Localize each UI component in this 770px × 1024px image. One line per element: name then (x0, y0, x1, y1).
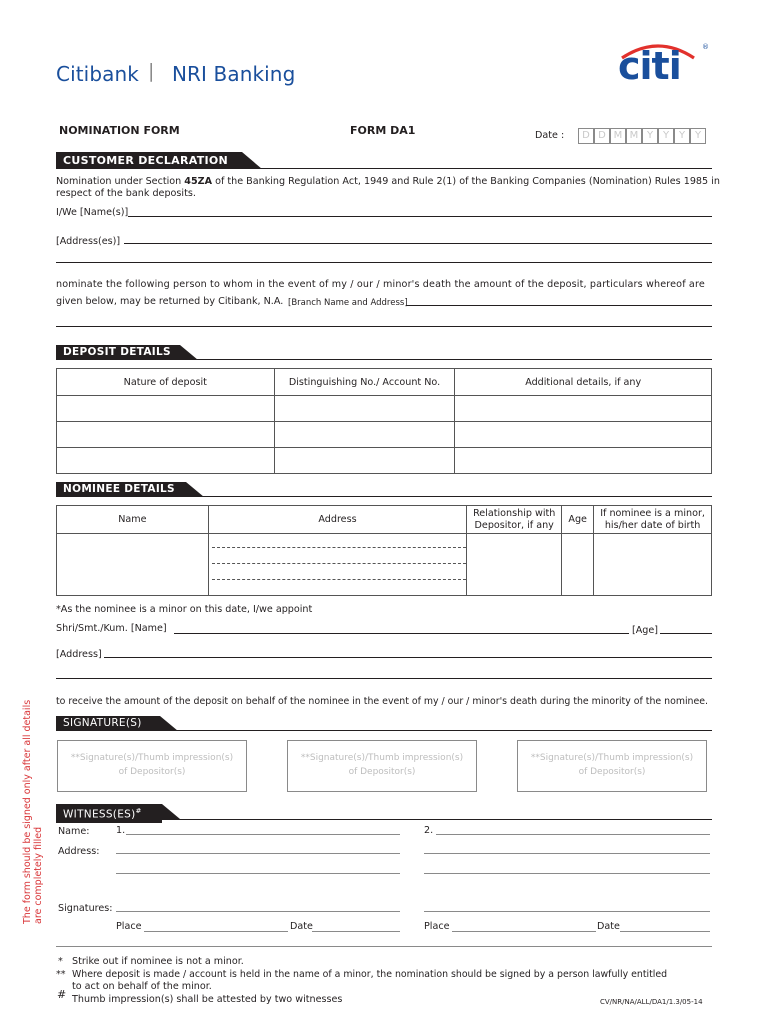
deposit-col-nature: Nature of deposit (57, 369, 275, 396)
form-code: FORM DA1 (350, 124, 416, 137)
date-year-box-1[interactable]: Y (642, 128, 658, 144)
brand-product-name: NRI Banking (172, 62, 296, 86)
date-day-box-2[interactable]: D (594, 128, 610, 144)
guardian-name-underline (174, 633, 629, 634)
witness-2-name-line[interactable] (436, 834, 710, 835)
nominate-text-line2: given below, may be returned by Citibank, N.A. (56, 296, 284, 307)
date-label: Date : (535, 130, 565, 141)
witnesses-heading: WITNESS(ES)# (56, 804, 162, 823)
date-month-box-2[interactable]: M (626, 128, 642, 144)
date-year-box-4[interactable]: Y (690, 128, 706, 144)
footnote-minor-account-line2: to act on behalf of the minor. (72, 981, 212, 992)
brand-bank-name: Citibank (56, 62, 139, 86)
witness-name-label: Name: (58, 826, 90, 837)
date-day-box-1[interactable]: D (578, 128, 594, 144)
nominee-address-line-2 (212, 563, 466, 564)
side-note (22, 700, 44, 924)
receive-amount-text: to receive the amount of the deposit on behalf of the nominee in the event of my / our / minor's death during the minority of the nominee. (56, 696, 709, 707)
guardian-age-underline (660, 633, 712, 634)
witness-2-address-line-1[interactable] (424, 853, 710, 854)
nominee-col-minor-dob: If nominee is a minor, his/her date of birth (594, 506, 712, 534)
branch-underline-2 (56, 326, 712, 327)
date-year-box-3[interactable]: Y (674, 128, 690, 144)
witness-1-address-line-2[interactable] (116, 873, 400, 874)
footnote-double-star-mark: ** (56, 969, 66, 980)
form-title: NOMINATION FORM (59, 124, 180, 137)
guardian-address-label: [Address] (56, 649, 102, 660)
witness-1-place-label: Place (116, 921, 142, 932)
side-note-line2: are completely filled (33, 826, 44, 924)
footnote-minor-account: Where deposit is made / account is held in the name of a minor, the nomination should be signed by a person lawfully entitled (72, 969, 668, 980)
witness-signatures-label: Signatures: (58, 903, 113, 914)
footnote-thumb-impression: Thumb impression(s) shall be attested by two witnesses (72, 994, 343, 1005)
footnote-star-mark: * (58, 956, 63, 967)
deposit-cell[interactable] (274, 396, 455, 422)
nominee-details-heading: NOMINEE DETAILS (56, 482, 186, 497)
deposit-cell[interactable] (57, 448, 275, 474)
logo-registered-mark: ® (702, 43, 709, 51)
deposit-cell[interactable] (57, 396, 275, 422)
depositor-signature-box-2[interactable] (287, 740, 477, 792)
nominate-text-line1: nominate the following person to whom in the event of my / our / minor's death the amount of the deposit, particulars whereof are (56, 279, 705, 290)
witness-1-date-line[interactable] (312, 931, 400, 932)
nominee-address-cell[interactable] (208, 534, 467, 596)
witness-1-number: 1. (116, 825, 126, 836)
signature-box-caption: **Signature(s)/Thumb impression(s) (300, 753, 464, 763)
deposit-col-account-no: Distinguishing No./ Account No. (274, 369, 455, 396)
nominee-col-age: Age (562, 506, 594, 534)
witness-1-name-line[interactable] (126, 834, 400, 835)
nominee-col-name: Name (57, 506, 209, 534)
date-month-box-1[interactable]: M (610, 128, 626, 144)
witness-1-place-line[interactable] (144, 931, 288, 932)
signature-box-caption-2: of Depositor(s) (348, 767, 416, 777)
witness-2-address-line-2[interactable] (424, 873, 710, 874)
deposit-details-table (56, 368, 712, 474)
names-underline (128, 216, 712, 217)
declaration-intro: Nomination under Section 45ZA of the Banking Regulation Act, 1949 and Rule 2(1) of the Banking Companies (Nomination) Rules 1985 in (56, 176, 720, 187)
deposit-table-header-row (57, 369, 712, 396)
citi-logo (618, 38, 708, 88)
nominee-minor-dob-cell[interactable] (594, 534, 712, 596)
guardian-name-label: Shri/Smt./Kum. [Name] (56, 623, 167, 634)
nominee-details-table (56, 505, 712, 596)
signatures-heading: SIGNATURE(S) (56, 716, 160, 731)
guardian-name-input[interactable] (176, 620, 626, 633)
nominee-col-address: Address (208, 506, 467, 534)
nominee-name-cell[interactable] (57, 534, 209, 596)
witness-1-date-label: Date (290, 921, 313, 932)
deposit-cell[interactable] (455, 396, 712, 422)
deposit-table-row (57, 396, 712, 422)
signature-box-caption: **Signature(s)/Thumb impression(s) (530, 753, 694, 763)
deposit-cell[interactable] (57, 422, 275, 448)
witness-2-number: 2. (424, 825, 434, 836)
nominee-address-line-3 (212, 579, 466, 580)
deposit-cell[interactable] (455, 448, 712, 474)
minor-nominee-note: *As the nominee is a minor on this date, I/we appoint (56, 604, 313, 615)
nominee-age-cell[interactable] (562, 534, 594, 596)
brand-separator: | (148, 60, 155, 82)
witness-2-place-label: Place (424, 921, 450, 932)
nominee-col-relationship: Relationship with Depositor, if any (467, 506, 562, 534)
deposit-table-row (57, 448, 712, 474)
witness-1-signature-line[interactable] (116, 911, 400, 912)
form-reference-code: CV/NR/NA/ALL/DA1/1.3/05-14 (600, 998, 703, 1006)
guardian-age-label: [Age] (632, 625, 659, 636)
nominee-address-line-1 (212, 547, 466, 548)
customer-declaration-heading: CUSTOMER DECLARATION (56, 152, 242, 169)
deposit-cell[interactable] (274, 422, 455, 448)
deposit-details-heading: DEPOSIT DETAILS (56, 345, 180, 360)
witness-2-date-line[interactable] (620, 931, 710, 932)
footnote-hash-mark: # (57, 988, 67, 1001)
deposit-col-additional: Additional details, if any (455, 369, 712, 396)
footnote-strike-out: Strike out if nominee is not a minor. (72, 956, 244, 967)
witness-2-place-line[interactable] (452, 931, 596, 932)
logo-wordmark: citi (618, 44, 681, 88)
date-year-box-2[interactable]: Y (658, 128, 674, 144)
guardian-age-input[interactable] (662, 620, 710, 633)
depositor-signature-box-1[interactable] (57, 740, 247, 792)
witness-1-address-line-1[interactable] (116, 853, 400, 854)
deposit-cell[interactable] (455, 422, 712, 448)
nominee-table-header-row (57, 506, 712, 534)
depositor-signature-box-3[interactable] (517, 740, 707, 792)
side-note-line1: The form should be signed only after all details (22, 699, 33, 924)
signature-box-caption-2: of Depositor(s) (118, 767, 186, 777)
names-label: I/We [Name(s)] (56, 207, 129, 218)
signature-box-caption: **Signature(s)/Thumb impression(s) (70, 753, 234, 763)
deposit-cell[interactable] (274, 448, 455, 474)
nominee-table-row (57, 534, 712, 596)
address-input[interactable] (126, 233, 710, 246)
address-label: [Address(es)] (56, 236, 121, 247)
address-underline (124, 243, 712, 244)
footnote-divider (56, 946, 712, 947)
address-underline-2 (56, 262, 712, 263)
guardian-address-underline (104, 657, 712, 658)
deposit-table-row (57, 422, 712, 448)
signature-box-caption-2: of Depositor(s) (578, 767, 646, 777)
nominee-relationship-cell[interactable] (467, 534, 562, 596)
witness-2-date-label: Date (597, 921, 620, 932)
witness-address-label: Address: (58, 846, 100, 857)
branch-underline (406, 305, 712, 306)
declaration-intro-line2: respect of the bank deposits. (56, 188, 196, 199)
branch-label: [Branch Name and Address] (288, 298, 408, 308)
guardian-address-underline-2 (56, 678, 712, 679)
witness-2-signature-line[interactable] (424, 911, 710, 912)
